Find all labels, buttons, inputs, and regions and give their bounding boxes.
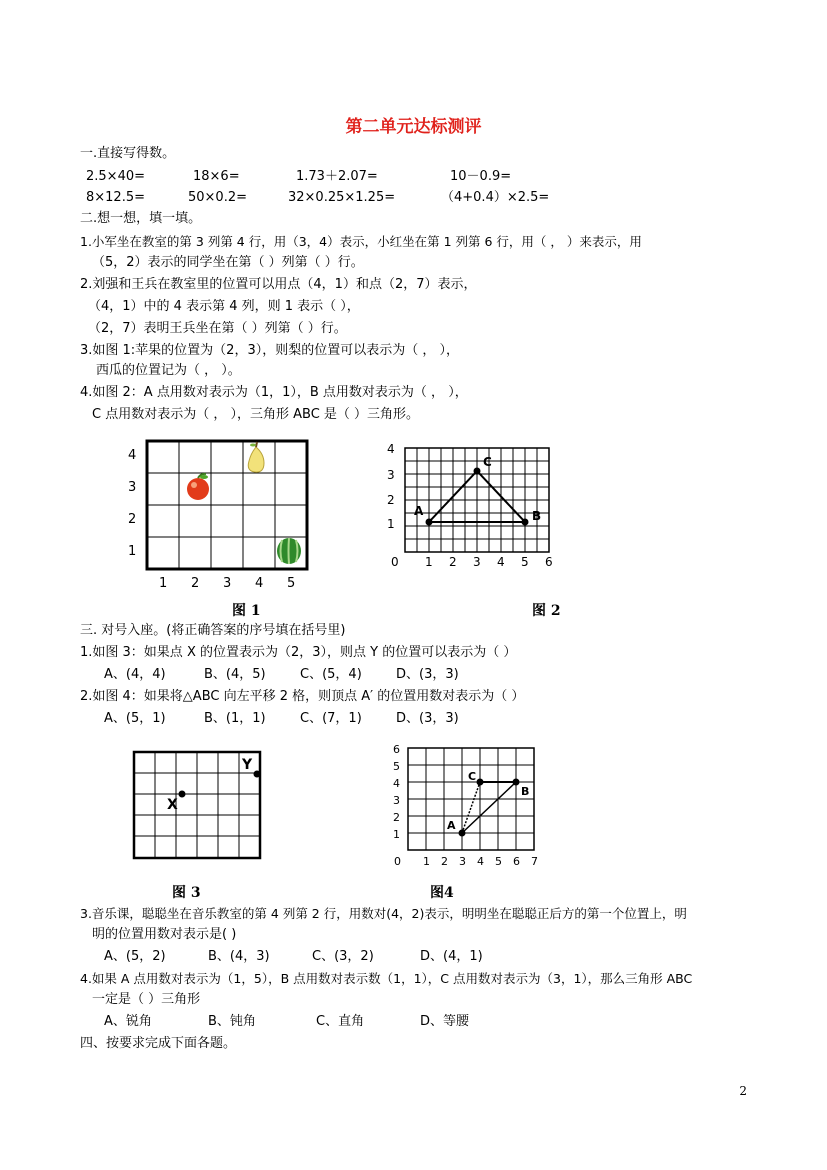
s3-q2-option-b: B、(1，1)	[204, 711, 266, 726]
s2-q1-line2: （5，2）表示的同学坐在第（ ）列第（ ）行。	[92, 255, 364, 270]
fig2-x-tick: 2	[449, 555, 457, 569]
calc-7: 32×0.25×1.25=	[288, 190, 396, 205]
s3-q1-option-a: A、(4，4)	[104, 667, 166, 682]
apple-icon	[187, 474, 209, 500]
fig4-x-tick: 1	[423, 855, 430, 868]
fig1-y-tick: 1	[128, 544, 137, 559]
fig2-y-tick: 4	[387, 442, 395, 456]
fig4-y-tick: 1	[393, 828, 400, 841]
fig1-y-tick: 2	[128, 512, 137, 527]
point-b	[522, 519, 529, 526]
s2-q2-line1: 2.刘强和王兵在教室里的位置可以用点（4，1）和点（2，7）表示，	[80, 277, 477, 292]
watermelon-icon	[277, 538, 301, 564]
point-c	[477, 779, 484, 786]
section3-heading: 三. 对号入座。(将正确答案的序号填在括号里)	[80, 623, 346, 638]
s3-q1-option-d: D、(3，3)	[396, 667, 459, 682]
fig3-label-x: X	[167, 797, 178, 813]
fig4-label-a: A	[447, 819, 456, 832]
figure-2	[383, 440, 563, 579]
s3-q2-option-c: C、(7，1)	[300, 711, 362, 726]
fig2-x-tick: 0	[391, 555, 399, 569]
fig4-y-tick: 4	[393, 777, 400, 790]
fig2-y-tick: 3	[387, 468, 395, 482]
s2-q4-line1: 4.如图 2：A 点用数对表示为（1，1），B 点用数对表示为（ ， ），	[80, 385, 468, 400]
fig4-x-tick: 3	[459, 855, 466, 868]
fig2-y-tick: 1	[387, 517, 395, 531]
figure-2-caption: 图 2	[532, 603, 561, 619]
fig2-y-tick: 2	[387, 493, 395, 507]
fig4-y-tick: 3	[393, 794, 400, 807]
s3-q3-option-d: D、(4，1)	[420, 949, 483, 964]
calc-6: 50×0.2=	[188, 190, 248, 205]
point-a	[459, 830, 466, 837]
s2-q1-line1: 1.小军坐在教室的第 3 列第 4 行，用（3，4）表示，小红坐在第 1 列第 6 行，用（ ， ）来表示，用	[80, 234, 642, 249]
pear-icon	[248, 442, 264, 472]
triangle-abc-fig4	[459, 779, 520, 837]
fig3-label-y: Y	[242, 757, 253, 773]
calc-1: 2.5×40=	[86, 169, 146, 184]
calc-5: 8×12.5=	[86, 190, 146, 205]
fig1-x-tick: 5	[287, 576, 296, 591]
fig1-x-tick: 4	[255, 576, 264, 591]
calc-4: 10－0.9=	[450, 169, 512, 184]
fig4-x-tick: 6	[513, 855, 520, 868]
fig4-label-b: B	[521, 785, 530, 798]
s3-q3-option-a: A、(5，2)	[104, 949, 166, 964]
calc-3: 1.73＋2.07=	[296, 169, 378, 184]
point-c	[474, 468, 481, 475]
s3-q4-option-d: D、等腰	[420, 1014, 470, 1029]
point-x	[179, 791, 186, 798]
s3-q3-option-b: B、(4，3)	[208, 949, 270, 964]
s3-q2: 2.如图 4：如果将△ABC 向左平移 2 格，则顶点 A′ 的位置用数对表示为（ ）	[80, 689, 525, 704]
fig4-x-tick: 0	[394, 855, 401, 868]
section1-heading: 一.直接写得数。	[80, 146, 176, 161]
figure-1-caption: 图 1	[232, 603, 261, 619]
figure-3	[132, 750, 267, 869]
s3-q4-option-c: C、直角	[316, 1014, 365, 1029]
fig4-x-tick: 5	[495, 855, 502, 868]
fig2-label-a: A	[414, 504, 424, 518]
page-title: 第二单元达标测评	[345, 117, 482, 137]
s2-q3-line1: 3.如图 1:苹果的位置为（2，3），则梨的位置可以表示为（ ， ），	[80, 343, 459, 358]
fig4-x-tick: 4	[477, 855, 484, 868]
point-b	[513, 779, 520, 786]
page-number: 2	[739, 1084, 747, 1098]
fig2-label-c: C	[483, 455, 492, 469]
s2-q3-line2: 西瓜的位置记为（ ， ）。	[96, 363, 241, 378]
s2-q2-line3: （2，7）表明王兵坐在第（ ）列第（ ）行。	[88, 321, 347, 336]
figure-4	[390, 742, 550, 878]
fig2-x-tick: 3	[473, 555, 481, 569]
fig2-x-tick: 1	[425, 555, 433, 569]
s3-q3-line2: 明的位置用数对表示是( )	[92, 927, 237, 942]
point-y	[254, 771, 261, 778]
s3-q3-option-c: C、(3，2)	[312, 949, 374, 964]
s3-q4-line2: 一定是（ ）三角形	[92, 992, 201, 1007]
s3-q3-line1: 3.音乐课，聪聪坐在音乐教室的第 4 列第 2 行，用数对(4，2)表示，明明坐在聪聪正后方的第一个位置上，明	[80, 906, 687, 921]
fig4-label-c: C	[468, 770, 477, 783]
fig4-y-tick: 5	[393, 760, 400, 773]
fig1-y-tick: 4	[128, 448, 137, 463]
fig4-y-tick: 2	[393, 811, 400, 824]
figure-4-caption: 图4	[430, 885, 454, 901]
s3-q1-option-b: B、(4，5)	[204, 667, 266, 682]
point-a	[426, 519, 433, 526]
fig1-x-tick: 2	[191, 576, 200, 591]
s3-q1: 1.如图 3：如果点 X 的位置表示为（2，3），则点 Y 的位置可以表示为（ ）	[80, 645, 517, 660]
fig1-x-tick: 3	[223, 576, 232, 591]
s3-q2-option-a: A、(5，1)	[104, 711, 166, 726]
fig1-y-tick: 3	[128, 480, 137, 495]
fig4-x-tick: 7	[531, 855, 538, 868]
s2-q2-line2: （4，1）中的 4 表示第 4 列，则 1 表示（ ），	[88, 299, 360, 314]
s2-q4-line2: C 点用数对表示为（ ， ），三角形 ABC 是（ ）三角形。	[92, 407, 420, 422]
section4-heading: 四、按要求完成下面各题。	[80, 1036, 237, 1051]
fig1-x-tick: 1	[159, 576, 168, 591]
figure-3-caption: 图 3	[172, 885, 201, 901]
fig2-x-tick: 4	[497, 555, 505, 569]
fig4-x-tick: 2	[441, 855, 448, 868]
fig4-y-tick: 6	[393, 743, 400, 756]
s3-q2-option-d: D、(3，3)	[396, 711, 459, 726]
calc-8: （4+0.4）×2.5=	[441, 190, 550, 205]
section2-heading: 二.想一想，填一填。	[80, 211, 202, 226]
s3-q4-option-b: B、钝角	[208, 1014, 256, 1029]
fig2-x-tick: 6	[545, 555, 553, 569]
fig2-label-b: B	[532, 509, 542, 523]
s3-q1-option-c: C、(5，4)	[300, 667, 362, 682]
s3-q4-line1: 4.如果 A 点用数对表示为（1，5），B 点用数对表示数（1，1），C 点用数对表示为（3，1），那么三角形 ABC	[80, 971, 693, 986]
s3-q4-option-a: A、锐角	[104, 1014, 152, 1029]
calc-2: 18×6=	[193, 169, 240, 184]
figure-1	[120, 435, 320, 599]
fig2-x-tick: 5	[521, 555, 529, 569]
